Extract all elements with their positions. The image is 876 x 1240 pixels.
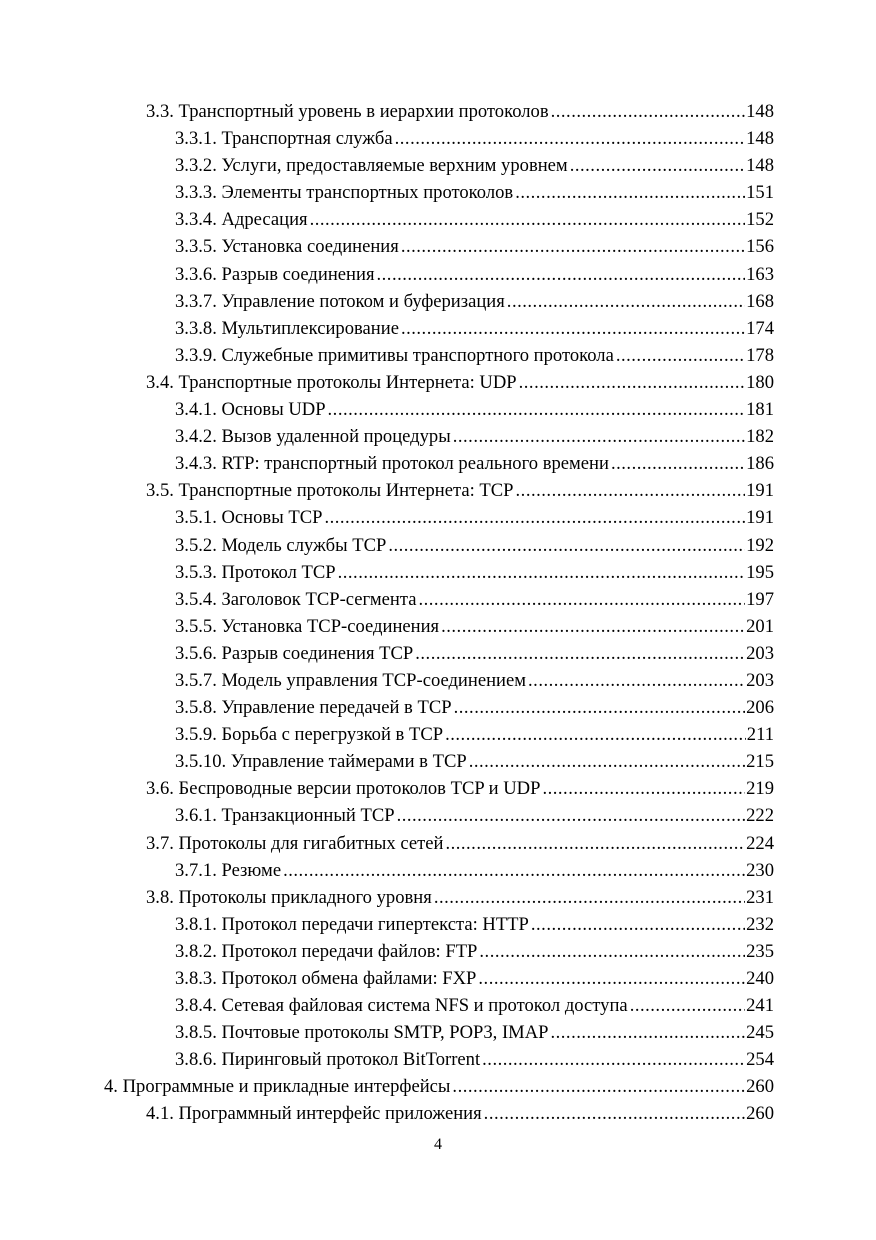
toc-entry-title: 3.3.4. Адресация — [175, 209, 308, 231]
toc-entry-page: 181 — [746, 399, 774, 421]
toc-dot-leader — [611, 450, 745, 477]
toc-entry-page: 186 — [746, 453, 774, 475]
toc-entry-title: 3.5. Транспортные протоколы Интернета: TCP — [146, 480, 514, 502]
toc-entry-page: 203 — [746, 669, 774, 691]
toc-entry — [104, 992, 774, 1019]
toc-entry — [104, 1100, 774, 1127]
toc-entry-title: 3.8. Протоколы прикладного уровня — [146, 886, 432, 908]
toc-dot-leader — [452, 1073, 745, 1100]
toc-entry-page: 197 — [746, 588, 774, 610]
toc-entry-title: 3.4.2. Вызов удаленной процедуры — [175, 426, 451, 448]
toc-entry-title: 3.3.6. Разрыв соединения — [175, 263, 375, 285]
toc-entry — [104, 1073, 774, 1100]
toc-entry-page: 260 — [746, 1103, 774, 1125]
toc-entry — [104, 802, 774, 829]
toc-entry — [104, 423, 774, 450]
toc-entry — [104, 721, 774, 748]
toc-entry-page: 211 — [746, 724, 774, 746]
toc-dot-leader — [377, 261, 746, 288]
toc-dot-leader — [515, 179, 745, 206]
toc-entry-page: 180 — [746, 371, 774, 393]
toc-entry-page: 191 — [746, 480, 774, 502]
toc-entry-title: 3.5.1. Основы TCP — [175, 507, 323, 529]
toc-entry-title: 3.3.2. Услуги, предоставляемые верхним уровнем — [175, 155, 568, 177]
toc-entry — [104, 884, 774, 911]
toc-entry-page: 168 — [746, 290, 774, 312]
toc-entry-title: 3.5.4. Заголовок TCP-сегмента — [175, 588, 417, 610]
toc-entry-page: 215 — [746, 751, 774, 773]
toc-entry-page: 235 — [746, 940, 774, 962]
toc-entry — [104, 396, 774, 423]
toc-entry — [104, 532, 774, 559]
toc-entry-title: 3.5.5. Установка TCP-соединения — [175, 615, 440, 637]
toc-entry-page: 163 — [746, 263, 774, 285]
table-of-contents — [104, 98, 774, 1128]
toc-entry-page: 241 — [746, 995, 774, 1017]
toc-dot-leader — [542, 775, 745, 802]
toc-dot-leader — [528, 667, 745, 694]
toc-dot-leader — [469, 748, 745, 775]
toc-entry — [104, 504, 774, 531]
toc-entry-title: 3.8.4. Сетевая файловая система NFS и протокол доступа — [175, 995, 628, 1017]
toc-entry — [104, 125, 774, 152]
toc-entry-page: 195 — [746, 561, 774, 583]
toc-entry-page: 231 — [746, 886, 774, 908]
toc-entry — [104, 450, 774, 477]
toc-dot-leader — [479, 938, 745, 965]
toc-entry — [104, 233, 774, 260]
toc-entry — [104, 1046, 774, 1073]
toc-dot-leader — [418, 586, 745, 613]
toc-entry-title: 3.5.8. Управление передачей в TCP — [175, 697, 452, 719]
toc-entry — [104, 938, 774, 965]
toc-dot-leader — [551, 98, 746, 125]
toc-entry-title: 3.8.1. Протокол передачи гипертекста: HTTP — [175, 913, 529, 935]
toc-dot-leader — [328, 396, 746, 423]
toc-entry-page: 206 — [746, 697, 774, 719]
toc-entry-page: 219 — [746, 778, 774, 800]
toc-dot-leader — [531, 911, 745, 938]
toc-entry — [104, 1019, 774, 1046]
toc-dot-leader — [570, 152, 745, 179]
toc-entry-page: 148 — [746, 101, 774, 122]
toc-entry-page: 260 — [746, 1076, 774, 1098]
toc-entry-page: 245 — [746, 1022, 774, 1044]
toc-dot-leader — [401, 233, 745, 260]
toc-entry-title: 3.5.2. Модель службы TCP — [175, 534, 387, 556]
toc-dot-leader — [401, 315, 745, 342]
toc-dot-leader — [482, 1046, 745, 1073]
toc-entry-title: 3.7.1. Резюме — [175, 859, 282, 881]
toc-entry-title: 3.5.3. Протокол TCP — [175, 561, 336, 583]
toc-entry — [104, 369, 774, 396]
toc-entry-page: 151 — [746, 182, 774, 204]
toc-entry-title: 3.8.2. Протокол передачи файлов: FTP — [175, 940, 478, 962]
toc-entry — [104, 965, 774, 992]
toc-entry-title: 3.5.7. Модель управления TCP-соединением — [175, 669, 527, 691]
toc-dot-leader — [434, 884, 745, 911]
toc-entry — [104, 694, 774, 721]
toc-dot-leader — [507, 288, 745, 315]
toc-entry-title: 3.3.8. Мультиплексирование — [175, 317, 399, 339]
toc-entry-title: 3.5.9. Борьба с перегрузкой в TCP — [175, 724, 444, 746]
toc-entry-page: 201 — [746, 615, 774, 637]
toc-entry-page: 191 — [746, 507, 774, 529]
toc-entry-title: 3.6.1. Транзакционный TCP — [175, 805, 395, 827]
toc-dot-leader — [630, 992, 745, 1019]
toc-entry-title: 3.3. Транспортный уровень в иерархии протоколов — [146, 101, 549, 122]
toc-dot-leader — [388, 532, 745, 559]
toc-entry — [104, 288, 774, 315]
toc-dot-leader — [516, 477, 746, 504]
toc-entry — [104, 911, 774, 938]
toc-entry-page: 182 — [746, 426, 774, 448]
toc-entry-page: 152 — [746, 209, 774, 231]
toc-entry-page: 156 — [746, 236, 774, 258]
toc-entry-page: 192 — [746, 534, 774, 556]
toc-dot-leader — [519, 369, 745, 396]
toc-entry-title: 3.4. Транспортные протоколы Интернета: UDP — [146, 371, 517, 393]
toc-entry-page: 178 — [746, 344, 774, 366]
toc-entry-title: 3.5.10. Управление таймерами в TCP — [175, 751, 467, 773]
toc-entry-page: 232 — [746, 913, 774, 935]
toc-dot-leader — [338, 559, 746, 586]
toc-entry-title: 3.3.1. Транспортная служба — [175, 128, 393, 150]
toc-dot-leader — [445, 721, 746, 748]
toc-entry-title: 3.5.6. Разрыв соединения TCP — [175, 642, 414, 664]
toc-entry — [104, 261, 774, 288]
toc-entry — [104, 179, 774, 206]
toc-dot-leader — [415, 640, 745, 667]
toc-dot-leader — [397, 802, 746, 829]
toc-dot-leader — [310, 206, 746, 233]
toc-entry — [104, 667, 774, 694]
toc-entry — [104, 586, 774, 613]
toc-dot-leader — [395, 125, 745, 152]
toc-entry-page: 148 — [746, 155, 774, 177]
toc-entry-title: 4. Программные и прикладные интерфейсы — [104, 1076, 451, 1098]
page-number: 4 — [434, 1136, 442, 1153]
toc-entry-title: 3.8.5. Почтовые протоколы SMTP, POP3, IMAP — [175, 1022, 549, 1044]
toc-entry-page: 240 — [746, 968, 774, 989]
toc-entry-title: 3.8.3. Протокол обмена файлами: FXP — [175, 968, 477, 989]
toc-entry-title: 3.3.5. Установка соединения — [175, 236, 399, 258]
toc-entry-page: 222 — [746, 805, 774, 827]
toc-entry-title: 3.3.7. Управление потоком и буферизация — [175, 290, 505, 312]
toc-entry — [104, 613, 774, 640]
toc-dot-leader — [283, 857, 745, 884]
toc-entry-title: 4.1. Программный интерфейс приложения — [146, 1103, 482, 1125]
toc-entry — [104, 315, 774, 342]
toc-entry — [104, 152, 774, 179]
toc-dot-leader — [441, 613, 745, 640]
toc-entry-page: 203 — [746, 642, 774, 664]
toc-dot-leader — [445, 830, 745, 857]
toc-entry-page: 224 — [746, 832, 774, 854]
toc-dot-leader — [478, 965, 745, 992]
toc-entry — [104, 748, 774, 775]
toc-entry — [104, 206, 774, 233]
toc-entry — [104, 477, 774, 504]
toc-dot-leader — [324, 504, 745, 531]
toc-entry-title: 3.4.3. RTP: транспортный протокол реального времени — [175, 453, 609, 475]
toc-entry-title: 3.7. Протоколы для гигабитных сетей — [146, 832, 444, 854]
toc-dot-leader — [454, 694, 746, 721]
toc-entry — [104, 640, 774, 667]
toc-entry-page: 148 — [746, 128, 774, 150]
toc-entry-title: 3.6. Беспроводные версии протоколов TCP и UDP — [146, 778, 541, 800]
toc-entry-page: 230 — [746, 859, 774, 881]
toc-entry — [104, 342, 774, 369]
toc-entry-title: 3.4.1. Основы UDP — [175, 399, 326, 421]
toc-entry — [104, 559, 774, 586]
toc-entry — [104, 830, 774, 857]
toc-entry-title: 3.3.3. Элементы транспортных протоколов — [175, 182, 514, 204]
toc-entry-title: 3.8.6. Пиринговый протокол BitTorrent — [175, 1049, 481, 1071]
toc-dot-leader — [550, 1019, 745, 1046]
toc-dot-leader — [616, 342, 745, 369]
toc-entry-page: 174 — [746, 317, 774, 339]
toc-dot-leader — [484, 1100, 745, 1127]
toc-entry-page: 254 — [746, 1049, 774, 1071]
toc-dot-leader — [453, 423, 745, 450]
toc-entry — [104, 857, 774, 884]
toc-entry-title: 3.3.9. Служебные примитивы транспортного протокола — [175, 344, 614, 366]
toc-entry — [104, 775, 774, 802]
toc-entry — [104, 98, 774, 125]
